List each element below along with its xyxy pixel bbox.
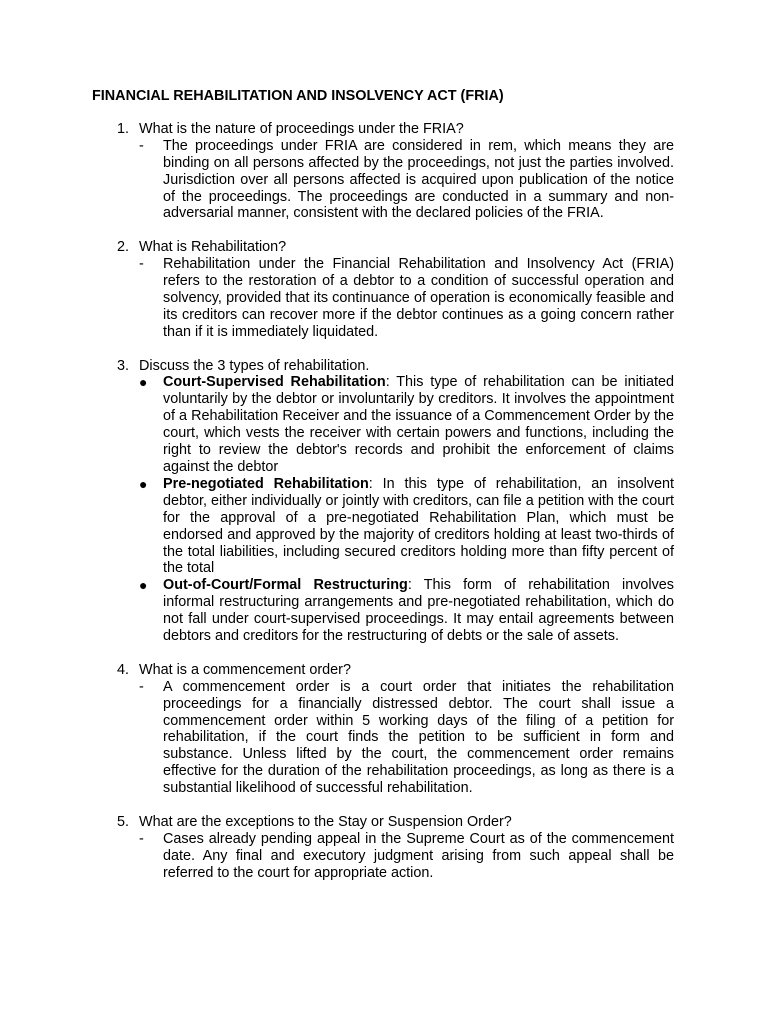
dash-marker: - — [139, 256, 144, 273]
answer-5 — [139, 831, 674, 882]
bullet-text: : This form of rehabilitation involves informal restructuring arrangements and pre-negotiated rehabilitation, which do not fall under court-supervised proceedings. It may entail agreements between debtors and creditors for the restructuring of debts or the sale of assets. — [163, 577, 674, 645]
answer-text: Cases already pending appeal in the Supreme Court as of the commencement date. Any final and executory judgment arising from such appeal shall be referred to the court for appropriate action. — [163, 830, 674, 881]
question-4 — [92, 662, 674, 797]
answer-text: A commencement order is a court order that initiates the rehabilitation proceedings for a financially distressed debtor. The court shall issue a commencement order within 5 working days of the filing of a petition for rehabilitation, if the court finds the petition to be sufficient in form and substance. Unless lifted by the court, the commencement order remains effective for the duration of the rehabilitation proceedings, as long as there is a substantial likelihood of successful rehabilitation. — [163, 678, 674, 797]
document-page — [92, 88, 674, 899]
question-1 — [92, 121, 674, 222]
answer-2 — [139, 256, 674, 341]
question-number: 1. — [117, 120, 130, 137]
bullet-text: : This type of rehabilitation can be initiated voluntarily by the debtor or involuntarily by creditors. It involves the appointment of a Rehabilitation Receiver and the issuance of a Commencement Order by the court, which vests the receiver with certain powers and functions, including the right to review the debtor's records and prohibit the enforcement of claims against the debtor — [163, 374, 674, 475]
bullet-icon: ● — [139, 577, 148, 594]
bullet-icon: ● — [139, 475, 148, 492]
question-text: What are the exceptions to the Stay or Suspension Order? — [139, 814, 512, 830]
bullet-text: : In this type of rehabilitation, an insolvent debtor, either individually or jointly with creditors, can file a petition with the court for the approval of a pre-negotiated Rehabilitation Plan, which must be endorsed and approved by the majority of creditors holding at least two-thirds of the total liabilities, including secured creditors holding more than fifty percent of the total — [163, 475, 674, 577]
question-text: What is a commencement order? — [139, 661, 351, 678]
bullet-term: Out-of-Court/Formal Restructuring — [163, 577, 408, 594]
question-2 — [92, 239, 674, 340]
answer-4 — [139, 679, 674, 797]
answer-text: The proceedings under FRIA are considered in rem, which means they are binding on all persons affected by the proceedings, not just the parties involved. Jurisdiction over all persons affected is acquired upon publication of the notice of the proceedings. The proceedings are conducted in a summary and non-adversarial manner, consistent with the declared policies of the FRIA. — [163, 137, 674, 222]
question-3 — [92, 358, 674, 645]
answer-text: Rehabilitation under the Financial Rehabilitation and Insolvency Act (FRIA) refers to the restoration of a debtor to a condition of successful operation and solvency, provided that its continuance of operation is economically feasible and its creditors can recover more if the debtor continues as a going concern rather than if it is immediately liquidated. — [163, 256, 674, 340]
question-text: Discuss the 3 types of rehabilitation. — [139, 357, 370, 374]
document-title: FINANCIAL REHABILITATION AND INSOLVENCY ACT (FRIA) — [92, 88, 504, 104]
question-number: 3. — [117, 357, 130, 374]
question-number: 5. — [117, 814, 130, 830]
dash-marker: - — [139, 137, 144, 154]
bullet-item-pre-negotiated — [139, 476, 674, 577]
question-5 — [92, 814, 674, 882]
question-number: 4. — [117, 661, 130, 678]
dash-marker: - — [139, 678, 144, 695]
question-number: 2. — [117, 239, 130, 256]
bullet-item-out-of-court — [139, 577, 674, 645]
dash-marker: - — [139, 830, 144, 847]
question-text: What is the nature of proceedings under the FRIA? — [139, 120, 464, 137]
bullet-icon: ● — [139, 374, 148, 391]
question-text: What is Rehabilitation? — [139, 239, 287, 256]
bullet-term: Pre-negotiated Rehabilitation — [163, 475, 369, 492]
answer-1 — [139, 138, 674, 223]
bullet-item-court-supervised — [139, 374, 674, 475]
bullet-term: Court-Supervised Rehabilitation — [163, 374, 386, 391]
